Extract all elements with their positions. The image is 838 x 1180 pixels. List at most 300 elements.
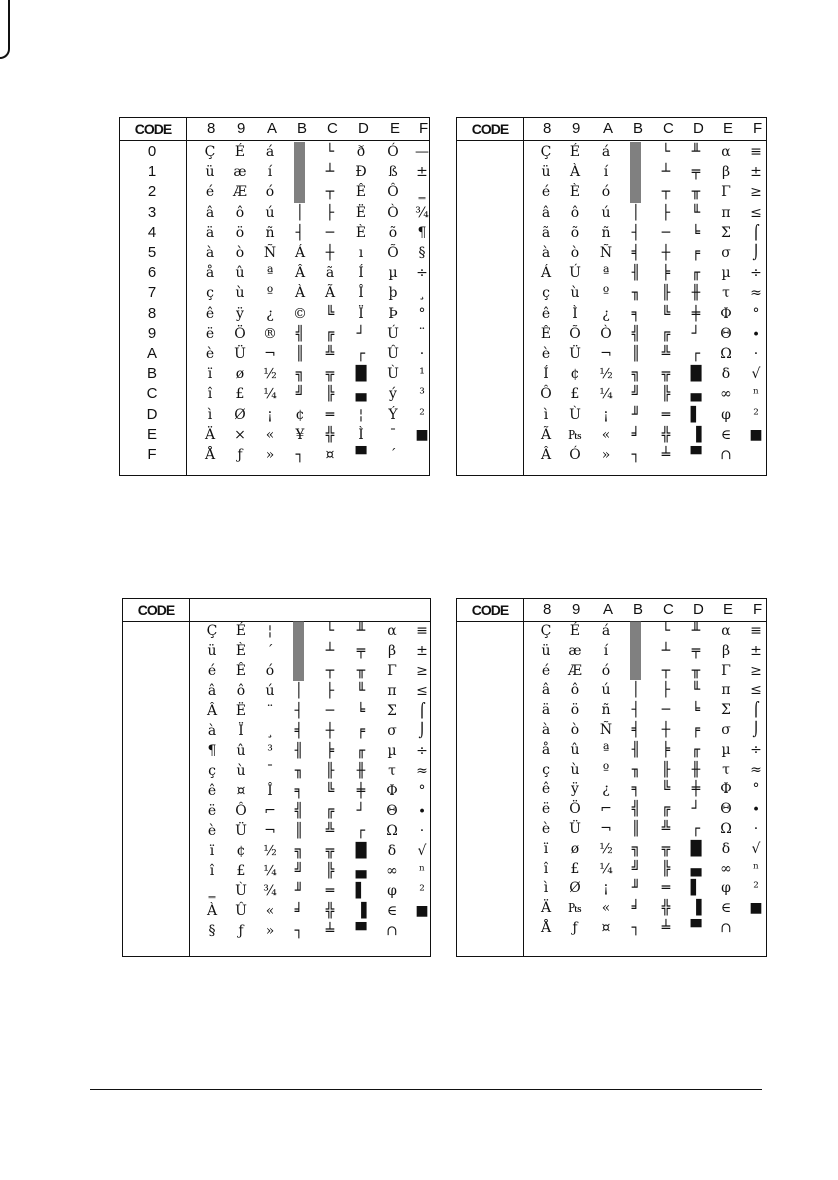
glyph-cell: ÷: [416, 743, 428, 759]
glyph-cell: ³: [419, 386, 425, 403]
glyph-cell: ╚: [661, 781, 671, 798]
glyph-cell: ╣: [294, 803, 304, 819]
glyph-cell: ¼: [263, 863, 277, 879]
glyph-cell: ╘: [356, 703, 366, 719]
glyph-cell: ²: [419, 883, 425, 899]
glyph-cell: Γ: [387, 663, 397, 679]
glyph-cell: ╥: [691, 662, 701, 679]
code-label: CODE: [134, 121, 172, 137]
glyph-cell: °: [418, 305, 426, 322]
glyph-cell: »: [265, 923, 275, 939]
glyph-cell: ∩: [720, 447, 732, 463]
glyph-cell: ╗: [294, 843, 304, 859]
glyph-cell: ▀: [690, 447, 702, 463]
glyph-cell: ╤: [691, 164, 701, 181]
glyph-cell: ≥: [750, 184, 762, 201]
glyph-cell: ë: [207, 803, 217, 819]
glyph-cell: ó: [265, 184, 275, 201]
glyph-cell: Ö: [569, 801, 581, 818]
glyph-cell: µ: [388, 265, 398, 282]
shade-glyph: [630, 142, 641, 203]
row-label: 6: [147, 264, 157, 282]
glyph-cell: á: [601, 144, 611, 160]
glyph-cell: ─: [325, 703, 335, 719]
glyph-cell: û: [570, 741, 580, 758]
glyph-cell: ╨: [356, 623, 366, 639]
glyph-cell: σ: [721, 722, 731, 738]
glyph-cell: ó: [601, 662, 611, 679]
glyph-cell: Û: [235, 903, 247, 919]
glyph-cell: ▄: [690, 860, 702, 877]
glyph-cell: ï: [543, 840, 549, 857]
glyph-cell: ╗: [631, 366, 641, 383]
glyph-cell: ⌐: [600, 801, 612, 818]
glyph-cell: û: [235, 265, 245, 282]
glyph-cell: ∩: [386, 923, 398, 939]
row-label: F: [147, 446, 157, 463]
glyph-cell: ╒: [356, 723, 366, 739]
glyph-cell: Ê: [540, 325, 552, 342]
glyph-cell: ô: [570, 682, 580, 699]
glyph-cell: ∈: [720, 900, 732, 917]
glyph-cell: Á: [294, 245, 306, 261]
glyph-cell: Î: [267, 783, 273, 799]
glyph-cell: ■: [415, 903, 429, 919]
glyph-cell: »: [265, 447, 275, 463]
glyph-cell: Φ: [720, 781, 732, 798]
glyph-cell: ≡: [750, 144, 762, 160]
glyph-cell: ┼: [661, 245, 671, 261]
glyph-cell: ÷: [416, 265, 428, 282]
glyph-cell: Å: [204, 447, 216, 463]
glyph-cell: Φ: [386, 783, 398, 799]
glyph-cell: ≤: [750, 204, 762, 221]
glyph-cell: ■: [749, 900, 763, 917]
glyph-cell: ¬: [264, 346, 276, 362]
glyph-cell: ü: [207, 643, 217, 659]
glyph-cell: ä: [541, 702, 551, 719]
glyph-cell: ╬: [661, 900, 671, 917]
glyph-cell: ╣: [631, 325, 641, 342]
glyph-cell: ▀: [355, 447, 367, 463]
glyph-cell: Â: [540, 447, 552, 463]
glyph-cell: ┌: [356, 346, 366, 362]
glyph-cell: ┘: [691, 325, 701, 342]
glyph-cell: ║: [295, 346, 305, 362]
glyph-cell: ⌠: [418, 703, 426, 719]
glyph-cell: ⌠: [752, 224, 760, 241]
glyph-cell: È: [235, 643, 247, 659]
glyph-cell: ┼: [325, 245, 335, 261]
glyph-cell: ¸: [418, 285, 426, 302]
row-label: B: [146, 365, 157, 383]
glyph-cell: ð: [356, 144, 366, 160]
glyph-cell: ╞: [325, 743, 335, 759]
glyph-cell: ó: [265, 663, 275, 679]
glyph-cell: ²: [753, 406, 759, 423]
glyph-cell: ≈: [750, 285, 762, 302]
glyph-cell: à: [205, 245, 215, 261]
glyph-cell: ü: [205, 164, 215, 181]
glyph-cell: ≥: [750, 662, 762, 679]
glyph-cell: Ö: [234, 325, 246, 342]
glyph-cell: ô: [235, 204, 245, 221]
glyph-cell: ╬: [661, 426, 671, 443]
glyph-cell: ┤: [631, 702, 641, 719]
footer-rule: [90, 1089, 762, 1090]
glyph-cell: ∩: [720, 920, 732, 936]
glyph-cell: ┴: [325, 164, 335, 181]
glyph-cell: ù: [570, 285, 580, 302]
glyph-cell: å: [205, 265, 215, 282]
glyph-cell: ã: [541, 224, 551, 241]
glyph-cell: ä: [205, 224, 215, 241]
glyph-cell: ╗: [631, 840, 641, 857]
glyph-cell: ╡: [294, 723, 304, 739]
glyph-cell: Ø: [234, 406, 246, 423]
glyph-cell: Ý: [388, 406, 398, 423]
glyph-cell: ┐: [631, 920, 641, 936]
glyph-cell: ▐: [355, 903, 367, 919]
glyph-cell: Σ: [387, 703, 397, 719]
glyph-cell: Î: [358, 285, 364, 302]
glyph-cell: Ç: [206, 623, 218, 639]
glyph-cell: î: [207, 386, 213, 403]
glyph-cell: ╞: [661, 741, 671, 758]
glyph-cell: Ã: [324, 285, 336, 302]
glyph-cell: ƒ: [238, 923, 244, 939]
glyph-cell: «: [601, 426, 611, 443]
glyph-cell: ç: [542, 285, 550, 302]
row-label: 2: [147, 183, 157, 201]
glyph-cell: ┤: [294, 703, 304, 719]
glyph-cell: ├: [325, 204, 335, 221]
glyph-cell: ─: [325, 224, 335, 241]
glyph-cell: ∞: [386, 863, 398, 879]
glyph-cell: ╖: [631, 761, 641, 778]
glyph-cell: █: [355, 843, 367, 859]
glyph-cell: ø: [235, 366, 245, 383]
glyph-cell: ⁿ: [418, 863, 426, 879]
glyph-cell: ó: [601, 184, 611, 201]
column-header: D: [358, 120, 369, 137]
glyph-cell: ▄: [355, 386, 367, 403]
glyph-cell: ╞: [661, 265, 671, 282]
glyph-cell: À: [206, 903, 218, 919]
glyph-cell: ╩: [325, 823, 335, 839]
glyph-cell: Θ: [720, 801, 732, 818]
column-header: F: [753, 120, 763, 137]
glyph-cell: ╝: [294, 863, 304, 879]
glyph-cell: ╓: [691, 265, 701, 282]
glyph-cell: Ü: [235, 823, 247, 839]
glyph-cell: °: [752, 305, 760, 322]
glyph-cell: ▀: [690, 920, 702, 936]
glyph-cell: ¦: [358, 406, 364, 423]
glyph-cell: ╝: [295, 386, 305, 403]
glyph-cell: ∞: [720, 386, 732, 403]
column-header: B: [633, 120, 644, 137]
glyph-cell: à: [207, 723, 217, 739]
glyph-cell: π: [721, 682, 731, 699]
glyph-cell: ·: [753, 346, 759, 362]
glyph-cell: ╟: [661, 761, 671, 778]
glyph-cell: π: [387, 683, 397, 699]
row-label: E: [146, 425, 157, 443]
column-header: 8: [543, 120, 552, 137]
glyph-cell: ╢: [631, 265, 641, 282]
glyph-cell: σ: [387, 723, 397, 739]
glyph-cell: Ü: [569, 821, 581, 837]
glyph-cell: Σ: [721, 224, 731, 241]
code-label: CODE: [137, 602, 175, 618]
header-rule: [457, 140, 766, 141]
glyph-cell: Á: [540, 265, 552, 282]
glyph-cell: ù: [235, 285, 245, 302]
shade-glyph: [294, 142, 305, 203]
glyph-cell: ┤: [631, 224, 641, 241]
glyph-cell: ┌: [356, 823, 366, 839]
glyph-cell: ₧: [568, 426, 582, 443]
column-header: A: [267, 120, 278, 137]
glyph-cell: à: [541, 245, 551, 261]
glyph-cell: ü: [541, 642, 551, 659]
glyph-cell: ÷: [750, 265, 762, 282]
glyph-cell: Ë: [355, 204, 367, 221]
glyph-cell: ╙: [356, 683, 366, 699]
glyph-cell: ¤: [325, 447, 335, 463]
glyph-cell: ½: [263, 843, 277, 859]
glyph-cell: ╬: [325, 903, 335, 919]
glyph-cell: └: [325, 144, 335, 160]
glyph-cell: è: [541, 821, 551, 837]
glyph-cell: ¾: [415, 204, 429, 221]
glyph-cell: ã: [325, 265, 335, 282]
glyph-cell: ▐: [690, 900, 702, 917]
glyph-cell: ╬: [325, 426, 335, 443]
glyph-cell: φ: [721, 880, 731, 897]
glyph-cell: ⁿ: [752, 386, 760, 403]
glyph-cell: Ð: [355, 164, 367, 181]
glyph-cell: È: [569, 184, 581, 201]
glyph-cell: ╢: [631, 741, 641, 758]
glyph-cell: ï: [207, 366, 213, 383]
glyph-cell: Ú: [387, 325, 399, 342]
glyph-cell: ║: [294, 823, 304, 839]
glyph-cell: ¯: [266, 763, 274, 779]
glyph-cell: ╩: [325, 346, 335, 362]
glyph-cell: ñ: [601, 224, 611, 241]
glyph-cell: α: [387, 623, 397, 639]
glyph-cell: ╧: [661, 447, 671, 463]
glyph-cell: ┘: [356, 803, 366, 819]
glyph-cell: ≥: [416, 663, 428, 679]
glyph-cell: Ë: [235, 703, 247, 719]
glyph-cell: ≡: [416, 623, 428, 639]
glyph-cell: ì: [207, 406, 213, 423]
shade-glyph: [630, 621, 641, 680]
glyph-cell: ╛: [631, 900, 641, 917]
glyph-cell: ¡: [267, 406, 273, 423]
glyph-cell: í: [603, 164, 609, 181]
glyph-cell: ╫: [691, 285, 701, 302]
glyph-cell: ×: [234, 426, 246, 443]
column-header: E: [723, 120, 734, 137]
glyph-cell: ⌠: [752, 702, 760, 719]
glyph-cell: Ä: [204, 426, 216, 443]
row-label: 4: [147, 223, 157, 241]
glyph-cell: »: [601, 447, 611, 463]
glyph-cell: ╦: [325, 366, 335, 383]
glyph-cell: ¬: [600, 821, 612, 837]
glyph-cell: Õ: [569, 325, 581, 342]
glyph-cell: Ù: [387, 366, 399, 383]
glyph-cell: ║: [631, 821, 641, 837]
glyph-cell: ´: [266, 643, 274, 659]
glyph-cell: φ: [721, 406, 731, 423]
glyph-cell: ∈: [720, 426, 732, 443]
glyph-cell: ╔: [661, 801, 671, 818]
glyph-cell: þ: [388, 285, 398, 302]
glyph-cell: φ: [387, 883, 397, 899]
glyph-cell: ´: [389, 447, 397, 463]
column-header: C: [663, 601, 674, 618]
glyph-cell: ┌: [691, 821, 701, 837]
row-label: 3: [147, 203, 157, 221]
glyph-cell: «: [601, 900, 611, 917]
glyph-cell: Ô: [540, 386, 552, 403]
row-label: C: [146, 385, 158, 403]
glyph-cell: ü: [541, 164, 551, 181]
glyph-cell: │: [631, 204, 641, 221]
glyph-cell: á: [265, 144, 275, 160]
glyph-cell: █: [355, 366, 367, 383]
glyph-cell: É: [569, 623, 581, 639]
glyph-cell: ╥: [356, 663, 366, 679]
column-header: 8: [207, 120, 216, 137]
column-header: 9: [572, 120, 581, 137]
glyph-cell: ─: [661, 224, 671, 241]
glyph-cell: ╕: [294, 783, 304, 799]
glyph-cell: ─: [661, 702, 671, 719]
glyph-cell: √: [417, 843, 427, 859]
glyph-cell: ╟: [325, 763, 335, 779]
glyph-cell: Ú: [569, 265, 581, 282]
glyph-cell: ç: [542, 761, 550, 778]
glyph-cell: Å: [540, 920, 552, 936]
glyph-cell: ¦: [267, 623, 273, 639]
glyph-cell: ╚: [661, 305, 671, 322]
glyph-cell: Ê: [355, 184, 367, 201]
glyph-cell: ≤: [750, 682, 762, 699]
column-header: C: [663, 120, 674, 137]
glyph-cell: ╛: [631, 426, 641, 443]
charset-table-4: [456, 598, 767, 957]
glyph-cell: ▄: [690, 386, 702, 403]
glyph-cell: Â: [294, 265, 306, 282]
glyph-cell: é: [205, 184, 215, 201]
glyph-cell: █: [690, 366, 702, 383]
glyph-cell: ‗: [208, 883, 216, 899]
glyph-cell: ╠: [661, 386, 671, 403]
glyph-cell: ∞: [720, 860, 732, 877]
glyph-cell: ¤: [601, 920, 611, 936]
glyph-cell: ├: [325, 683, 335, 699]
column-header: A: [603, 120, 614, 137]
glyph-cell: º: [602, 761, 610, 778]
glyph-cell: è: [541, 346, 551, 362]
glyph-cell: µ: [387, 743, 397, 759]
glyph-cell: Ï: [238, 723, 244, 739]
glyph-cell: ª: [602, 265, 610, 282]
glyph-cell: ╘: [691, 702, 701, 719]
glyph-cell: β: [721, 164, 731, 181]
glyph-cell: ║: [631, 346, 641, 362]
glyph-cell: ò: [235, 245, 245, 261]
glyph-cell: └: [661, 623, 671, 639]
glyph-cell: ╖: [631, 285, 641, 302]
glyph-cell: ß: [388, 164, 398, 181]
header-rule: [120, 140, 429, 141]
glyph-cell: ═: [661, 406, 671, 423]
glyph-cell: º: [266, 285, 274, 302]
glyph-cell: ∙: [752, 325, 760, 342]
glyph-cell: Ñ: [599, 245, 613, 261]
glyph-cell: └: [661, 144, 671, 160]
glyph-cell: §: [208, 923, 216, 939]
glyph-cell: â: [207, 683, 217, 699]
glyph-cell: ú: [265, 204, 275, 221]
glyph-cell: ç: [208, 763, 216, 779]
glyph-cell: ú: [601, 682, 611, 699]
glyph-cell: Í: [543, 366, 549, 383]
glyph-cell: Θ: [720, 325, 732, 342]
code-column: [123, 599, 190, 956]
glyph-cell: Ò: [387, 204, 399, 221]
glyph-cell: ╔: [661, 325, 671, 342]
glyph-cell: ▌: [690, 880, 702, 897]
glyph-cell: Ç: [204, 144, 216, 160]
glyph-cell: ª: [602, 741, 610, 758]
glyph-cell: â: [205, 204, 215, 221]
glyph-cell: ±: [750, 642, 762, 659]
glyph-cell: ®: [263, 325, 277, 342]
glyph-cell: Õ: [387, 245, 399, 261]
glyph-cell: τ: [722, 761, 730, 778]
glyph-cell: ⌡: [752, 245, 760, 261]
glyph-cell: δ: [721, 840, 731, 857]
glyph-cell: ½: [599, 840, 613, 857]
glyph-cell: ê: [205, 305, 215, 322]
glyph-cell: Ù: [235, 883, 247, 899]
glyph-cell: ╚: [325, 783, 335, 799]
glyph-cell: Í: [358, 265, 364, 282]
glyph-cell: ·: [419, 346, 425, 362]
glyph-cell: ┬: [661, 662, 671, 679]
glyph-cell: ╗: [295, 366, 305, 383]
glyph-cell: Æ: [567, 662, 582, 679]
glyph-cell: ╠: [325, 386, 335, 403]
glyph-cell: σ: [721, 245, 731, 261]
shade-glyph: [293, 621, 304, 681]
glyph-cell: æ: [233, 164, 247, 181]
glyph-cell: ╦: [325, 843, 335, 859]
glyph-cell: È: [355, 224, 367, 241]
glyph-cell: ¨: [266, 703, 274, 719]
glyph-cell: Ã: [540, 426, 552, 443]
glyph-cell: ╤: [691, 642, 701, 659]
glyph-cell: ╠: [325, 863, 335, 879]
